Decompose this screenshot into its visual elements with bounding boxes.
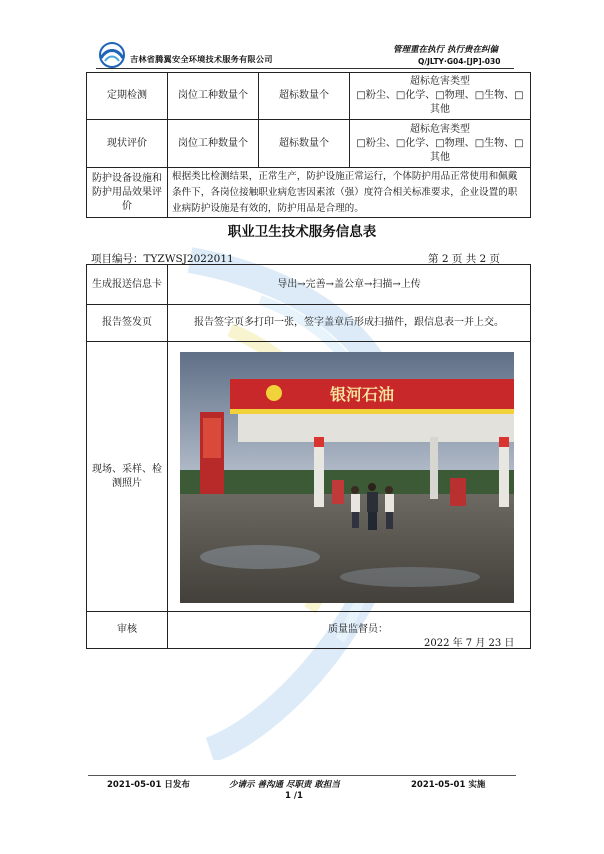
row-label: 现场、采样、检测照片 bbox=[87, 342, 168, 612]
effective-date: 2021-05-01 实施 bbox=[411, 780, 486, 790]
exceed-count-cell: 超标数量个 bbox=[259, 120, 350, 168]
header-motto: 管理重在执行 执行贵在纠偏 bbox=[393, 45, 498, 55]
protection-evaluation-text: 根据类比检测结果，正常生产，防护设施正常运行，个体防护用品正常使用和佩戴条件下，各岗位接触职业病危害因素浓（强）度符合相关标准要求，企业设置的职业病防护设施是有效的，防护用品是合理的。 bbox=[168, 168, 531, 218]
review-date: 2022 年 7 月 23 日 bbox=[424, 638, 515, 649]
row-value: 导出→完善→盖公章→扫描→上传 bbox=[168, 265, 531, 305]
table-row bbox=[87, 305, 531, 342]
table-row bbox=[87, 168, 531, 218]
form-title: 职业卫生技术服务信息表 bbox=[227, 224, 377, 240]
table-row bbox=[87, 120, 531, 168]
exceed-count-cell: 超标数量个 bbox=[259, 73, 350, 120]
hazard-options: □粉尘、□化学、□物理、□生物、□其他 bbox=[356, 90, 524, 115]
page-number: 第 2 页 共 2 页 bbox=[428, 253, 501, 265]
quality-supervisor-label: 质量监督员： bbox=[328, 624, 388, 635]
footer-page-number: 1 /1 bbox=[285, 791, 303, 801]
project-number: 项目编号：TYZWSJ2022011 bbox=[91, 253, 234, 265]
company-logo bbox=[97, 42, 127, 68]
table-row bbox=[87, 265, 531, 305]
hazard-title: 超标危害类型 bbox=[410, 76, 470, 87]
post-count-cell: 岗位工种数量个 bbox=[168, 120, 259, 168]
header-divider bbox=[96, 68, 514, 69]
row-label: 生成报送信息卡 bbox=[87, 265, 168, 305]
row-label: 审核 bbox=[87, 612, 168, 649]
evaluation-table bbox=[86, 72, 531, 218]
hazard-type-cell bbox=[350, 120, 531, 168]
table-row bbox=[87, 73, 531, 120]
post-count-cell: 岗位工种数量个 bbox=[168, 73, 259, 120]
row-label: 防护设备设施和防护用品效果评价 bbox=[87, 168, 168, 218]
row-label: 报告签发页 bbox=[87, 305, 168, 342]
row-label: 现状评价 bbox=[87, 120, 168, 168]
hazard-type-cell bbox=[350, 73, 531, 120]
footer-motto: 少请示 善沟通 尽职责 敢担当 bbox=[229, 780, 340, 790]
document-code: Q/JLTY·G04-[JP]-030 bbox=[418, 57, 501, 66]
hazard-options: □粉尘、□化学、□物理、□生物、□其他 bbox=[356, 137, 524, 163]
station-sign: 银河石油 bbox=[330, 385, 395, 404]
issue-date: 2021-05-01 日发布 bbox=[107, 780, 190, 790]
company-name: 吉林省腾翼安全环境技术服务有限公司 bbox=[130, 54, 273, 64]
hazard-title: 超标危害类型 bbox=[410, 123, 470, 135]
footer-divider bbox=[88, 775, 516, 776]
station-logo-icon bbox=[266, 385, 282, 401]
site-photo bbox=[180, 352, 514, 603]
row-value: 报告签字页多打印一张，签字盖章后形成扫描件，跟信息表一并上交。 bbox=[168, 305, 531, 342]
row-label: 定期检测 bbox=[87, 73, 168, 120]
